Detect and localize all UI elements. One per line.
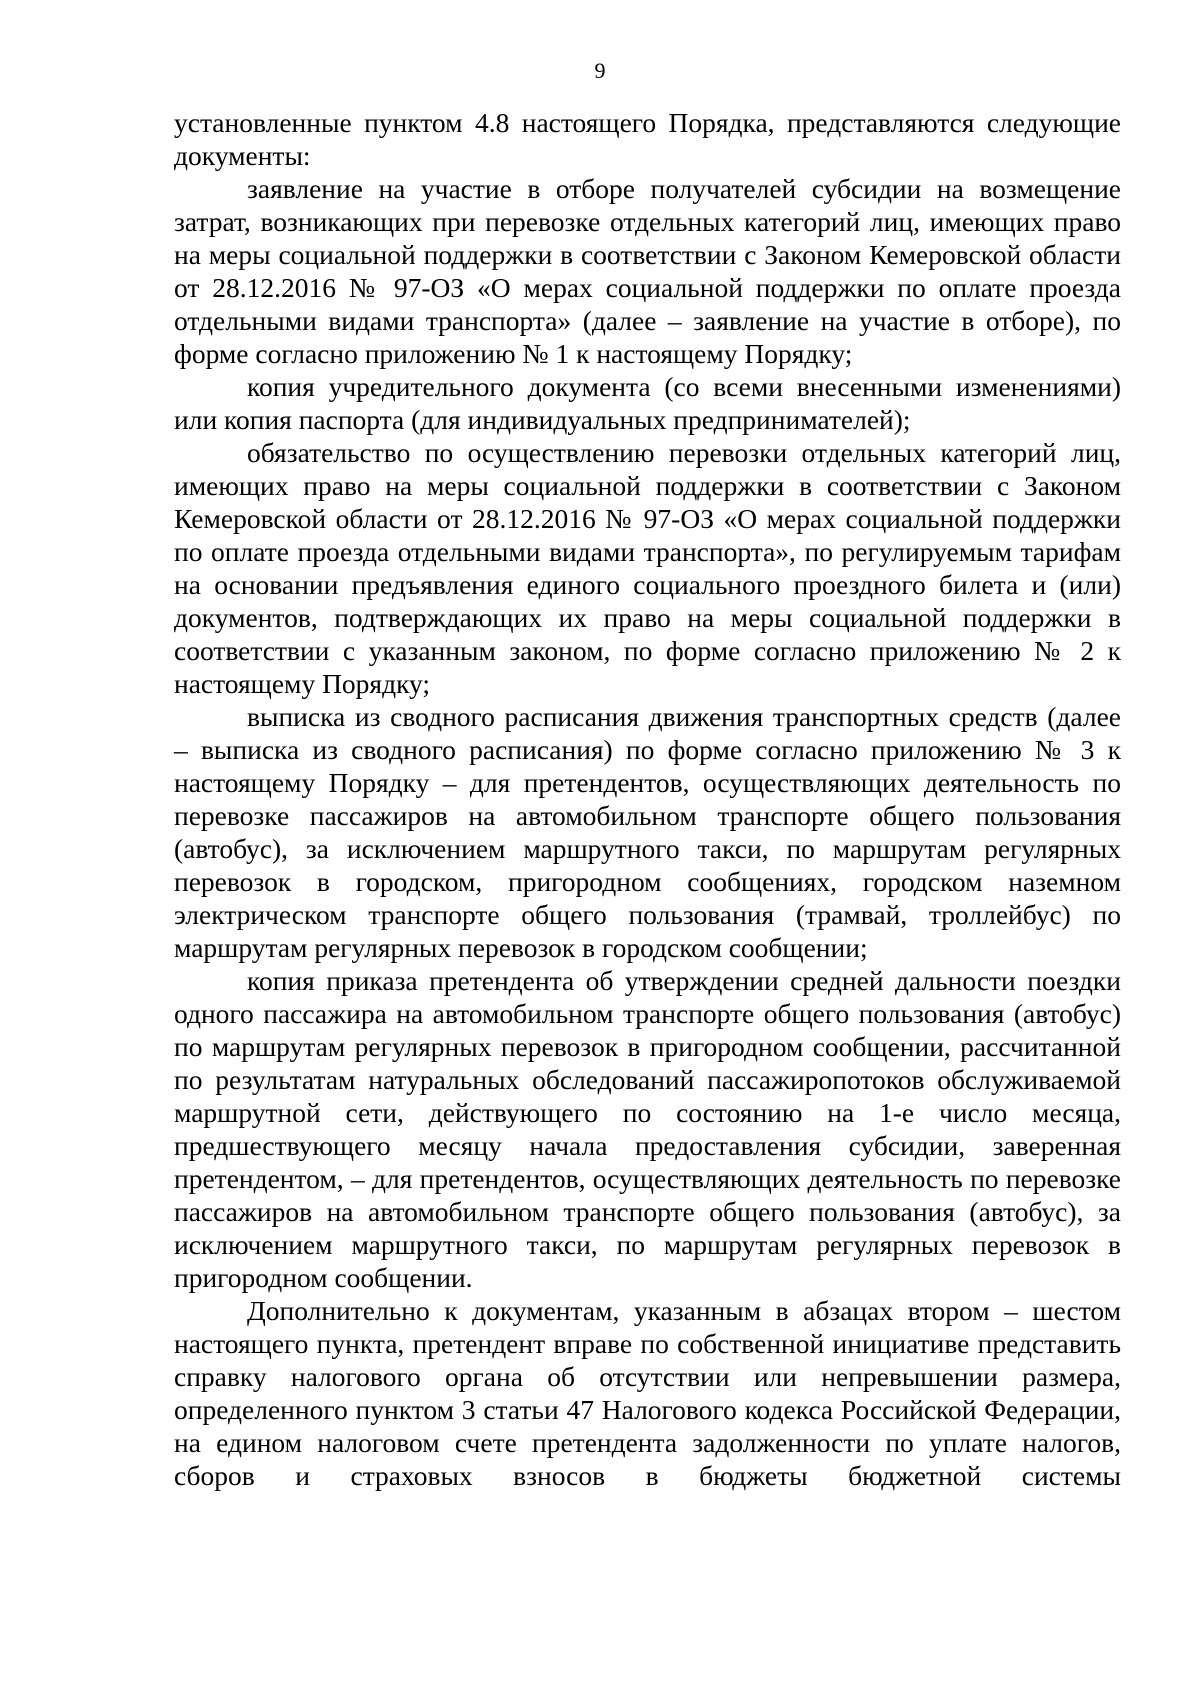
- paragraph-schedule-extract: выписка из сводного расписания движения транспортных средств (далее – выписка из сводного расписания) по форме согласно приложению № 3 к настоящему Порядку – для претендентов, осуществляющих деятельность по перевозке пассажиров на автомобильном транспорте общего пользования (автобус), за исключением маршрутного такси, по маршрутам регулярных перевозок в городском, пригородном сообщениях, городском наземном электрическом транспорте общего пользования (трамвай, троллейбус) по маршрутам регулярных перевозок в городском сообщении;: [174, 701, 1121, 963]
- paragraph-obligation: обязательство по осуществлению перевозки отдельных категорий лиц, имеющих право на меры социальной поддержки в соответствии с Законом Кемеровской области от 28.12.2016 № 97-ОЗ «О мерах социальной поддержки по оплате проезда отдельными видами транспорта», по регулируемым тарифам на основании предъявления единого социального проездного билета и (или) документов, подтверждающих их право на меры социальной поддержки в соответствии с указанным законом, по форме согласно приложению № 2 к настоящему Порядку;: [174, 437, 1121, 699]
- document-body: [174, 106, 1121, 1492]
- paragraph-additional-documents: Дополнительно к документам, указанным в абзацах втором – шестом настоящего пункта, претендент вправе по собственной инициативе представить справку налогового органа об отсутствии или непревышении размера, определенного пунктом 3 статьи 47 Налогового кодекса Российской Федерации, на едином налоговом счете претендента задолженности по уплате налогов, сборов и страховых взносов в бюджеты бюджетной системы: [174, 1295, 1121, 1491]
- paragraph-application: заявление на участие в отборе получателей субсидии на возмещение затрат, возникающих при перевозке отдельных категорий лиц, имеющих право на меры социальной поддержки в соответствии с Законом Кемеровской области от 28.12.2016 № 97-ОЗ «О мерах социальной поддержки по оплате проезда отдельными видами транспорта» (далее – заявление на участие в отборе), по форме согласно приложению № 1 к настоящему Порядку;: [174, 173, 1121, 369]
- page-number: 9: [594, 58, 606, 83]
- paragraph-order-copy: копия приказа претендента об утверждении средней дальности поездки одного пассажира на автомобильном транспорте общего пользования (автобус) по маршрутам регулярных перевозок в пригородном сообщении, рассчитанной по результатам натуральных обследований пассажиропотоков обслуживаемой маршрутной сети, действующего по состоянию на 1-е число месяца, предшествующего месяцу начала предоставления субсидии, заверенная претендентом, – для претендентов, осуществляющих деятельность по перевозке пассажиров на автомобильном транспорте общего пользования (автобус), за исключением маршрутного такси, по маршрутам регулярных перевозок в пригородном сообщении.: [174, 965, 1121, 1293]
- paragraph-continuation: установленные пунктом 4.8 настоящего Порядка, представляются следующие документы:: [174, 107, 1121, 171]
- paragraph-charter-copy: копия учредительного документа (со всеми внесенными изменениями) или копия паспорта (для индивидуальных предпринимателей);: [174, 371, 1121, 435]
